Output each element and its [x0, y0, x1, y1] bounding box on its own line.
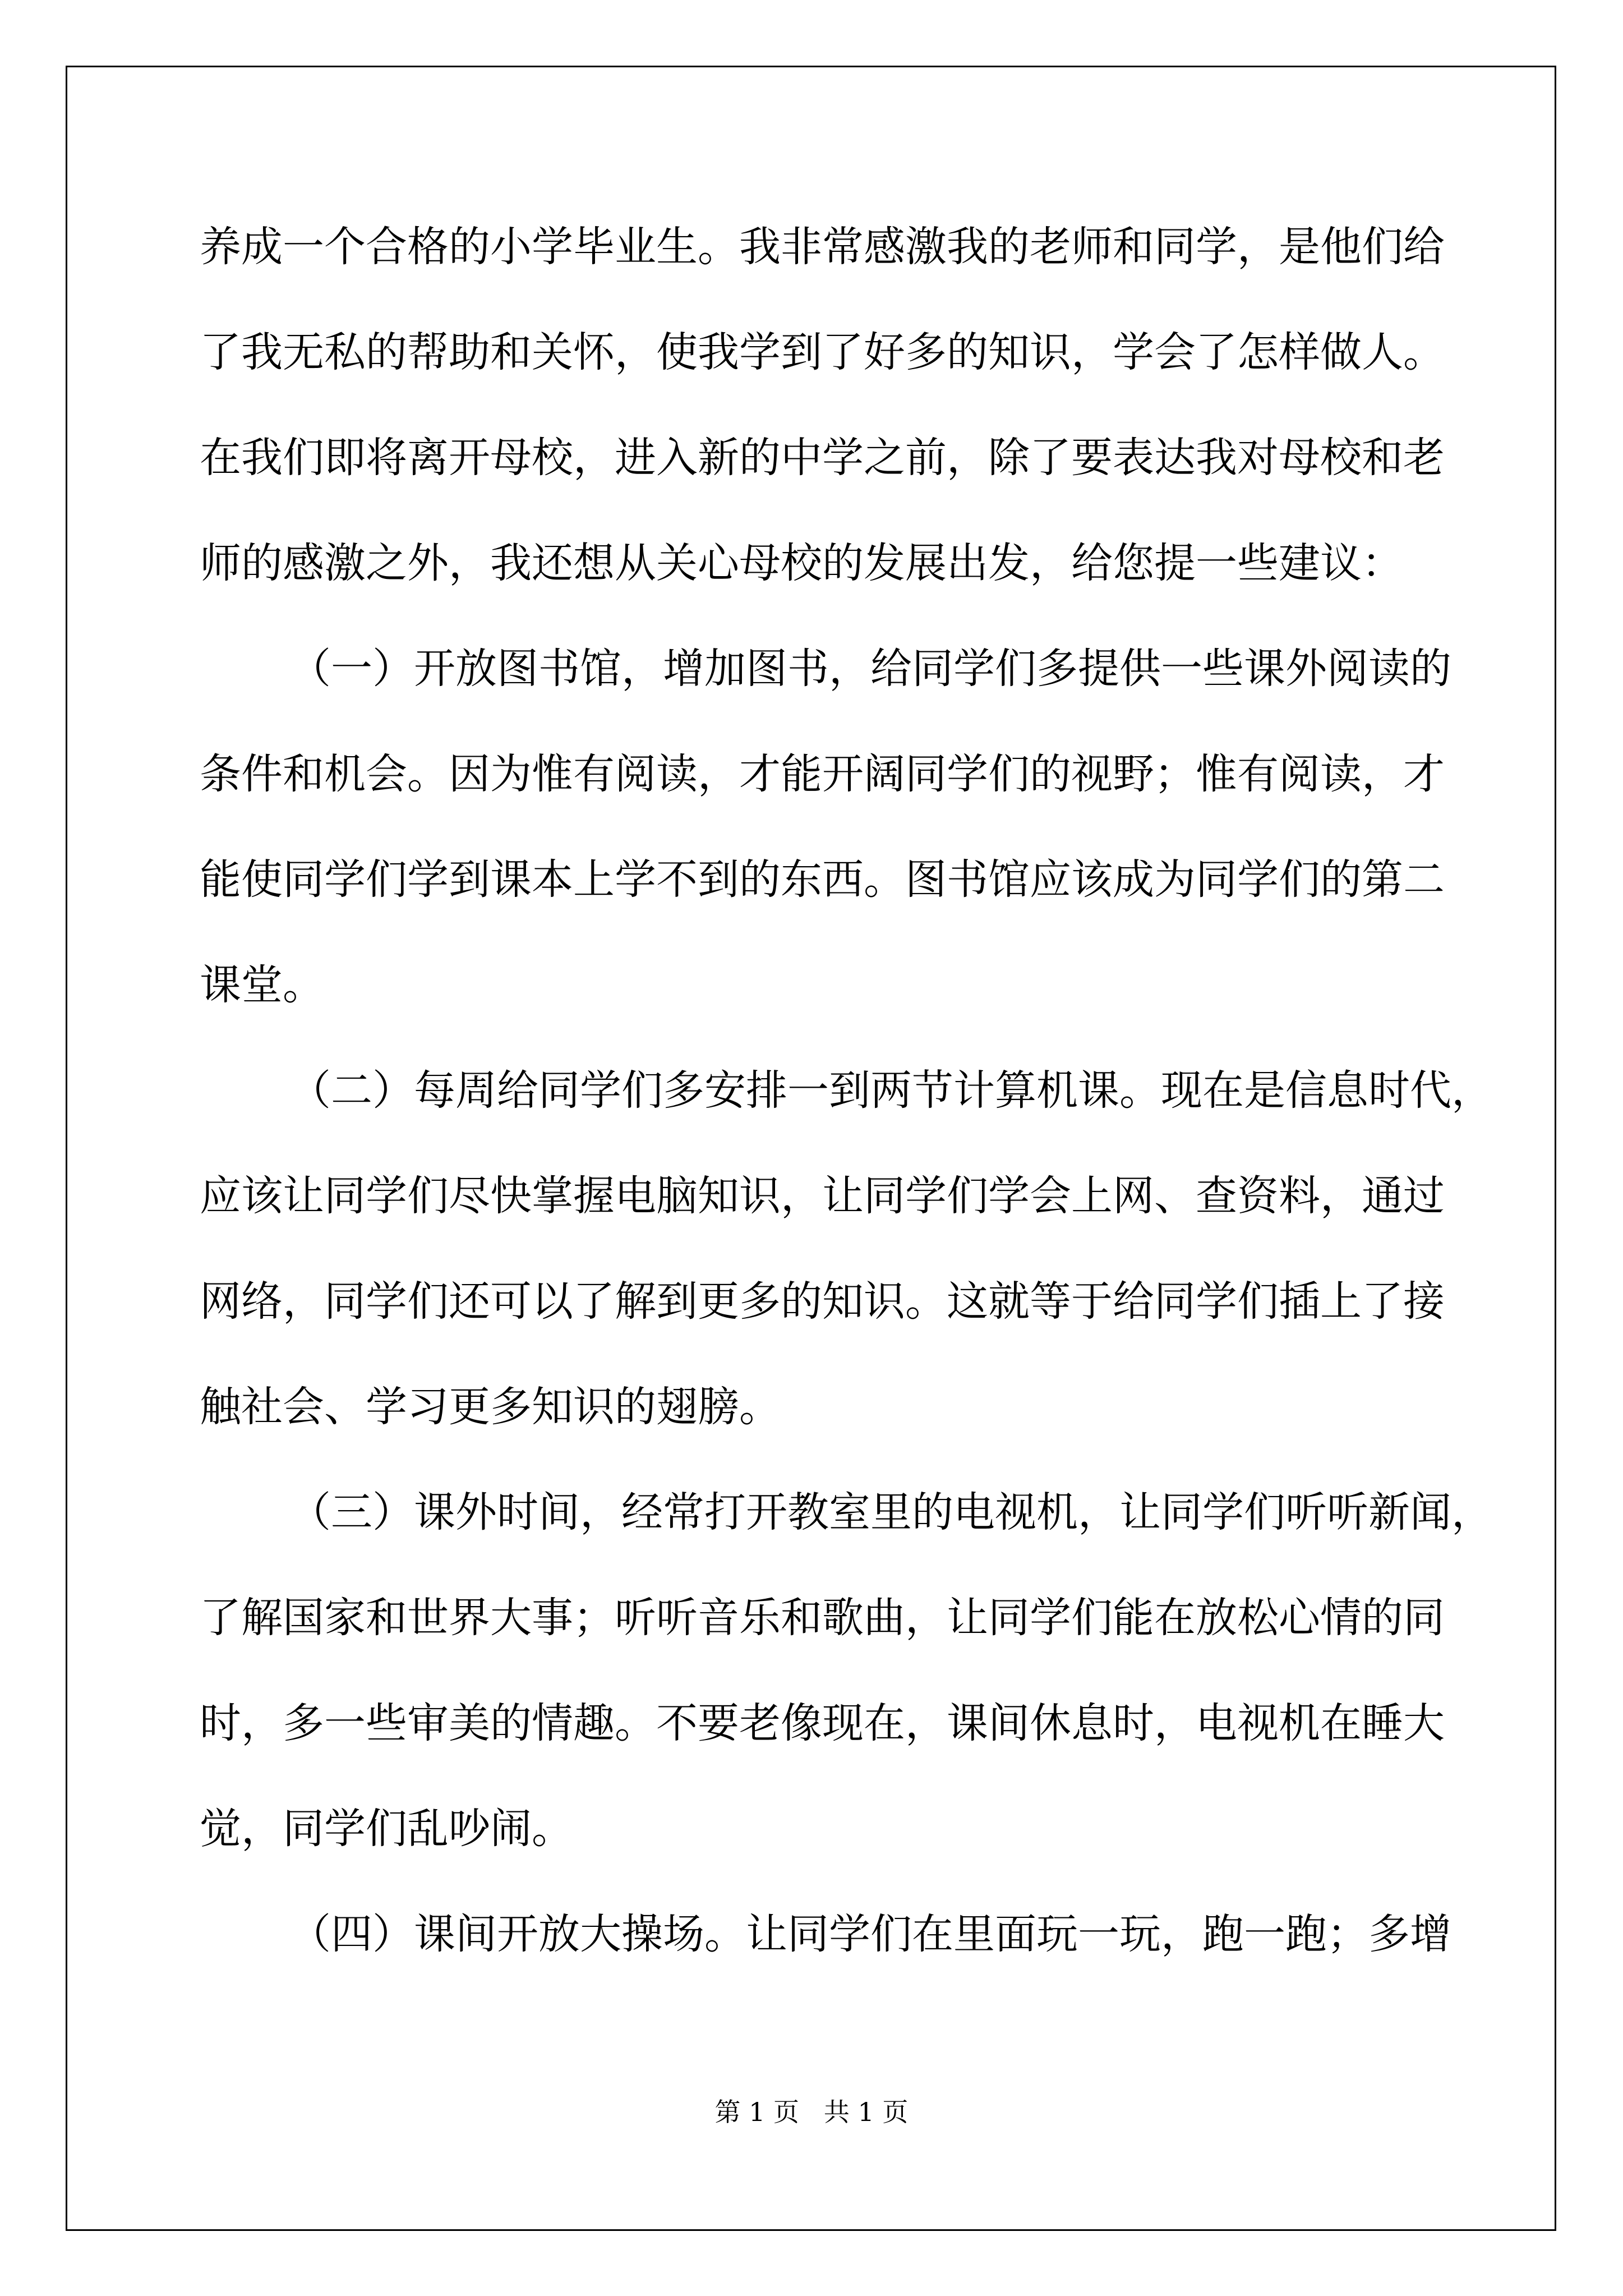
text-line: 条件和机会。因为惟有阅读，才能开阔同学们的视野；惟有阅读，才: [200, 750, 1445, 798]
text-line: 在我们即将离开母校，进入新的中学之前，除了要表达我对母校和老: [200, 434, 1445, 482]
text-line: 觉，同学们乱吵闹。: [200, 1805, 573, 1853]
page-number-footer: 第 1 页 共 1 页: [714, 2097, 909, 2127]
text-line: 养成一个合格的小学毕业生。我非常感激我的老师和同学，是他们给: [200, 223, 1445, 271]
text-line: 应该让同学们尽快掌握电脑知识，让同学们学会上网、查资料，通过: [200, 1172, 1445, 1220]
text-line: 触社会、学习更多知识的翅膀。: [200, 1383, 781, 1431]
text-line: 课堂。: [200, 961, 324, 1009]
paragraph-first-line: （三）课外时间，经常打开教室里的电视机，让同学们听听新闻，: [289, 1488, 1493, 1536]
text-line: 网络，同学们还可以了解到更多的知识。这就等于给同学们插上了接: [200, 1277, 1445, 1326]
paragraph-first-line: （四）课间开放大操场。让同学们在里面玩一玩，跑一跑；多增: [289, 1910, 1451, 1958]
paragraph-first-line: （一）开放图书馆，增加图书，给同学们多提供一些课外阅读的: [289, 645, 1451, 693]
text-line: 师的感激之外，我还想从关心母校的发展出发，给您提一些建议：: [200, 539, 1403, 587]
text-line: 时，多一些审美的情趣。不要老像现在，课间休息时，电视机在睡大: [200, 1699, 1445, 1747]
text-line: 了解国家和世界大事；听听音乐和歌曲，让同学们能在放松心情的同: [200, 1594, 1445, 1642]
text-line: 了我无私的帮助和关怀，使我学到了好多的知识，学会了怎样做人。: [200, 328, 1445, 376]
text-line: 能使同学们学到课本上学不到的东西。图书馆应该成为同学们的第二: [200, 855, 1445, 904]
paragraph-first-line: （二）每周给同学们多安排一到两节计算机课。现在是信息时代，: [289, 1066, 1493, 1115]
